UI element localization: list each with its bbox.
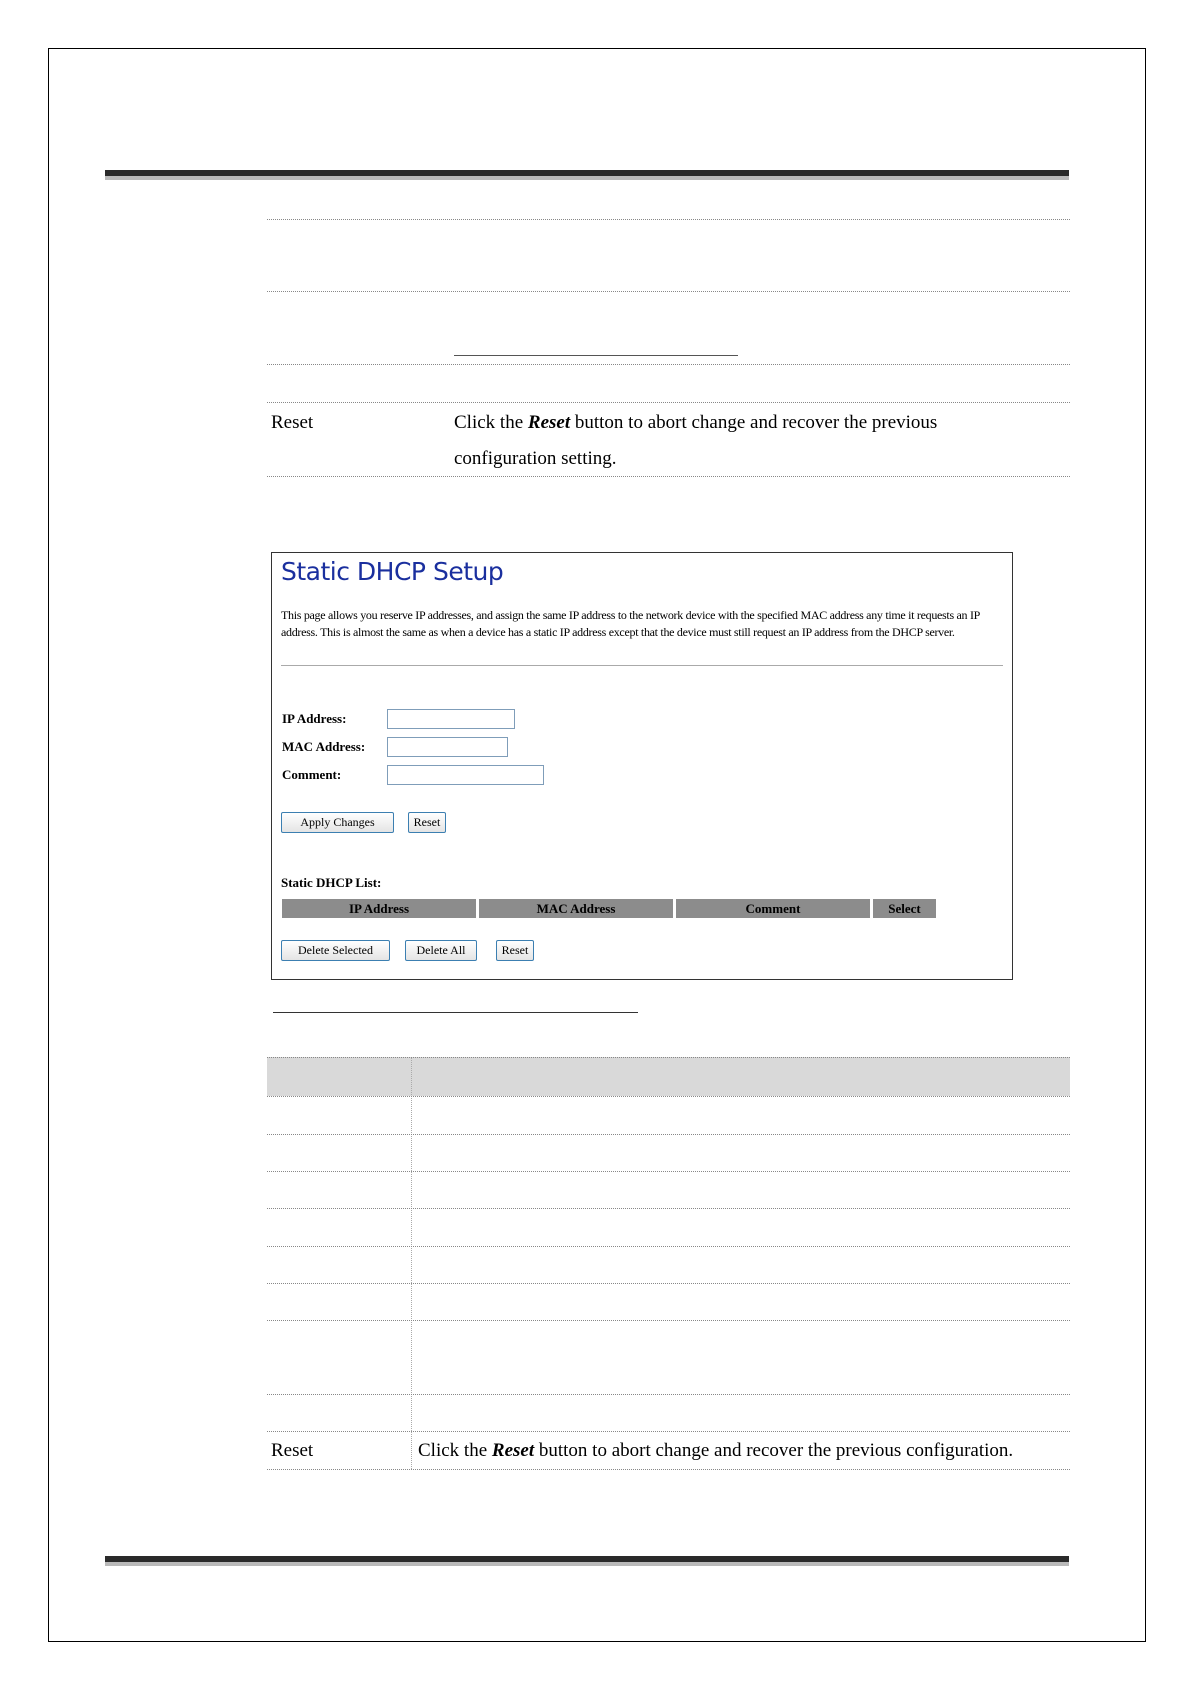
static-dhcp-list-title: Static DHCP List: <box>281 875 382 890</box>
table-row-divider <box>267 1134 1070 1135</box>
table-row-divider <box>267 1320 1070 1321</box>
delete-all-button[interactable]: Delete All <box>405 940 477 961</box>
apply-changes-button[interactable]: Apply Changes <box>281 812 394 833</box>
caption-underline <box>273 1012 638 1013</box>
table-row-divider <box>267 364 1070 365</box>
upper-reset-label: Reset <box>271 412 314 433</box>
header-rule <box>105 170 1069 180</box>
desc-suffix: button to abort change and recover the previous <box>570 412 938 433</box>
desc-bold-reset: Reset <box>527 412 571 433</box>
upper-reset-description <box>454 412 1064 434</box>
column-header-ip-address: IP Address <box>282 899 476 918</box>
table-row-divider <box>267 1208 1070 1209</box>
comment-label: Comment: <box>282 767 342 782</box>
table-row-divider <box>267 1431 1070 1432</box>
static-dhcp-screenshot <box>271 552 1013 980</box>
ip-address-input[interactable] <box>387 709 515 729</box>
desc-bold-reset: Reset <box>491 1440 535 1461</box>
lower-reset-label: Reset <box>271 1440 314 1461</box>
table-row-divider <box>267 1171 1070 1172</box>
mac-address-input[interactable] <box>387 737 508 757</box>
column-divider <box>411 1057 412 1469</box>
reset-list-button[interactable]: Reset <box>496 940 534 961</box>
table-row-divider <box>267 476 1070 477</box>
mac-address-label: MAC Address: <box>282 739 366 754</box>
desc-suffix: button to abort change and recover the previous configuration. <box>534 1440 1014 1461</box>
table-row-divider <box>267 1283 1070 1284</box>
section-divider <box>281 665 1003 666</box>
ip-address-label: IP Address: <box>282 711 347 726</box>
table-row-divider <box>267 1469 1070 1470</box>
table-row-divider <box>267 1057 1070 1058</box>
table-header-row <box>267 1057 1070 1096</box>
upper-reset-description-line2: configuration setting. <box>454 448 617 469</box>
reset-button[interactable]: Reset <box>408 812 446 833</box>
desc-prefix: Click the <box>418 1440 492 1461</box>
lower-reset-description <box>418 1440 1068 1462</box>
page-description: This page allows you reserve IP addresses, and assign the same IP address to the network device with the specified MAC address any time it requests an IP address. This is almost the same as when a device has a static IP address except that the device must still request an IP address from the DHCP server. <box>281 608 980 639</box>
desc-prefix: Click the <box>454 412 528 433</box>
table-row-divider <box>267 219 1070 220</box>
table-row-divider <box>267 291 1070 292</box>
table-row-divider <box>267 1394 1070 1395</box>
column-header-select: Select <box>873 899 936 918</box>
delete-selected-button[interactable]: Delete Selected <box>281 940 390 961</box>
table-row-divider <box>267 1246 1070 1247</box>
column-header-comment: Comment <box>676 899 870 918</box>
table-row-divider <box>267 1096 1070 1097</box>
text-underline <box>454 355 738 356</box>
page-title: Static DHCP Setup <box>281 557 504 586</box>
column-header-mac-address: MAC Address <box>479 899 673 918</box>
footer-rule <box>105 1556 1069 1566</box>
comment-input[interactable] <box>387 765 544 785</box>
table-row-divider <box>267 402 1070 403</box>
